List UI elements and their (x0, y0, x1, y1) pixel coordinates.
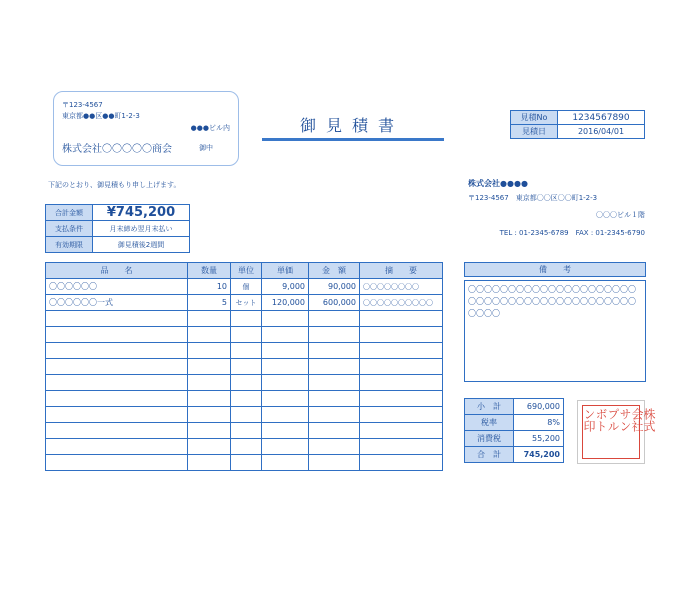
empty-cell (231, 407, 262, 423)
title-underline (262, 138, 444, 141)
summary-label: 支払条件 (46, 221, 93, 237)
table-row-empty (46, 407, 443, 423)
table-row-empty (46, 423, 443, 439)
totals-label: 消費税 (465, 431, 514, 447)
company-seal (577, 400, 656, 464)
totals-row (465, 399, 564, 415)
item-amount: 90,000 (309, 279, 360, 295)
col-header-qty: 数量 (188, 263, 231, 279)
empty-cell (188, 359, 231, 375)
table-row-empty (46, 327, 443, 343)
summary-table (45, 204, 190, 253)
empty-cell (188, 455, 231, 471)
summary-value: 御見積後2週間 (93, 237, 190, 253)
seal-line: 会社 (630, 408, 644, 432)
recipient-company: 株式会社〇〇〇〇〇商会 (62, 144, 172, 155)
empty-cell (262, 343, 309, 359)
item-qty: 5 (188, 295, 231, 311)
empty-cell (262, 423, 309, 439)
totals-value: 8% (514, 415, 564, 431)
empty-cell (188, 423, 231, 439)
empty-cell (309, 423, 360, 439)
intro-text: 下記のとおり、御見積もり申し上げます。 (48, 181, 181, 189)
empty-cell (309, 407, 360, 423)
totals-row (465, 447, 564, 463)
item-note: 〇〇〇〇〇〇〇〇〇〇 (360, 295, 443, 311)
empty-cell (309, 343, 360, 359)
col-header-note: 摘 要 (360, 263, 443, 279)
issuer-company: 株式会社●●●● (468, 179, 528, 188)
empty-cell (188, 343, 231, 359)
empty-cell (231, 423, 262, 439)
totals-value: 690,000 (514, 399, 564, 415)
table-row-empty (46, 359, 443, 375)
seal-line: サン (618, 408, 632, 432)
items-table (45, 262, 443, 471)
empty-cell (262, 391, 309, 407)
issuer-contact: TEL : 01-2345-6789 FAX : 01-2345-6790 (499, 229, 645, 237)
recipient-box (53, 91, 239, 166)
table-row-empty (46, 439, 443, 455)
empty-cell (46, 375, 188, 391)
items-header-row (46, 263, 443, 279)
empty-cell (360, 375, 443, 391)
empty-cell (360, 439, 443, 455)
item-qty: 10 (188, 279, 231, 295)
table-row-empty (46, 375, 443, 391)
summary-label: 有効期限 (46, 237, 93, 253)
item-price: 9,000 (262, 279, 309, 295)
empty-cell (231, 439, 262, 455)
empty-cell (262, 439, 309, 455)
table-row-empty (46, 343, 443, 359)
empty-cell (188, 311, 231, 327)
summary-row (46, 205, 190, 221)
empty-cell (46, 327, 188, 343)
issuer-building: 〇〇〇ビル１階 (596, 211, 645, 219)
totals-grand-value: 745,200 (514, 447, 564, 463)
recipient-building: ●●●ビル内 (190, 124, 230, 132)
empty-cell (231, 311, 262, 327)
empty-cell (231, 455, 262, 471)
document-title: 御見積書 (299, 116, 404, 135)
empty-cell (188, 375, 231, 391)
recipient-address: 東京都●●区●●町1-2-3 (62, 112, 140, 120)
empty-cell (309, 327, 360, 343)
recipient-honorific: 御中 (199, 144, 213, 152)
seal-stamp (582, 405, 656, 459)
empty-cell (188, 327, 231, 343)
meta-value: 2016/04/01 (558, 125, 645, 139)
totals-label: 合 計 (465, 447, 514, 463)
empty-cell (46, 343, 188, 359)
col-header-unit: 単位 (231, 263, 262, 279)
seal-line: ン印 (582, 408, 596, 432)
empty-cell (360, 359, 443, 375)
table-row (46, 295, 443, 311)
issuer-address: 〒123-4567 東京都〇〇区〇〇町1-2-3 (468, 194, 598, 202)
summary-label: 合計金額 (46, 205, 93, 221)
empty-cell (262, 407, 309, 423)
empty-cell (360, 343, 443, 359)
summary-row (46, 221, 190, 237)
item-name: 〇〇〇〇〇〇一式 (46, 295, 188, 311)
empty-cell (231, 359, 262, 375)
summary-row (46, 237, 190, 253)
empty-cell (360, 311, 443, 327)
item-price: 120,000 (262, 295, 309, 311)
meta-label: 見積日 (511, 125, 558, 139)
totals-row (465, 431, 564, 447)
meta-label: 見積No (511, 111, 558, 125)
remarks-header: 備 考 (464, 262, 646, 277)
totals-row (465, 415, 564, 431)
item-name: 〇〇〇〇〇〇 (46, 279, 188, 295)
recipient-postal: 〒123-4567 (62, 101, 103, 109)
empty-cell (46, 391, 188, 407)
empty-cell (262, 327, 309, 343)
empty-cell (262, 359, 309, 375)
item-amount: 600,000 (309, 295, 360, 311)
table-row (46, 279, 443, 295)
empty-cell (309, 375, 360, 391)
seal-line: ボト (594, 408, 608, 432)
table-row-empty (46, 391, 443, 407)
item-unit: 個 (231, 279, 262, 295)
empty-cell (188, 391, 231, 407)
table-row-empty (46, 311, 443, 327)
empty-cell (309, 359, 360, 375)
totals-value: 55,200 (514, 431, 564, 447)
empty-cell (46, 439, 188, 455)
empty-cell (188, 407, 231, 423)
empty-cell (231, 343, 262, 359)
empty-cell (46, 455, 188, 471)
summary-total-value: ¥745,200 (93, 205, 190, 221)
col-header-price: 単価 (262, 263, 309, 279)
col-header-name: 品 名 (46, 263, 188, 279)
empty-cell (231, 327, 262, 343)
totals-table (464, 398, 564, 463)
seal-line: 株式 (642, 408, 656, 432)
item-note: 〇〇〇〇〇〇〇〇 (360, 279, 443, 295)
empty-cell (360, 407, 443, 423)
empty-cell (231, 391, 262, 407)
empty-cell (262, 311, 309, 327)
meta-row (511, 125, 645, 139)
empty-cell (46, 311, 188, 327)
remarks-text: 〇〇〇〇〇〇〇〇〇〇〇〇〇〇〇〇〇〇〇〇〇〇〇〇〇〇〇〇〇〇〇〇〇〇〇〇〇〇〇〇〇〇〇〇〇〇 (464, 280, 646, 382)
empty-cell (46, 407, 188, 423)
summary-value: 月末締め翌月末払い (93, 221, 190, 237)
empty-cell (360, 391, 443, 407)
empty-cell (360, 327, 443, 343)
meta-row (511, 111, 645, 125)
empty-cell (46, 423, 188, 439)
table-row-empty (46, 455, 443, 471)
empty-cell (262, 375, 309, 391)
meta-value: 1234567890 (558, 111, 645, 125)
empty-cell (262, 455, 309, 471)
totals-label: 小 計 (465, 399, 514, 415)
empty-cell (309, 455, 360, 471)
empty-cell (46, 359, 188, 375)
col-header-amount: 金 額 (309, 263, 360, 279)
empty-cell (231, 375, 262, 391)
empty-cell (309, 391, 360, 407)
item-unit: セット (231, 295, 262, 311)
empty-cell (309, 439, 360, 455)
empty-cell (309, 311, 360, 327)
empty-cell (360, 455, 443, 471)
meta-table (510, 110, 645, 139)
empty-cell (360, 423, 443, 439)
totals-label: 税率 (465, 415, 514, 431)
seal-line: プル (606, 408, 620, 432)
empty-cell (188, 439, 231, 455)
